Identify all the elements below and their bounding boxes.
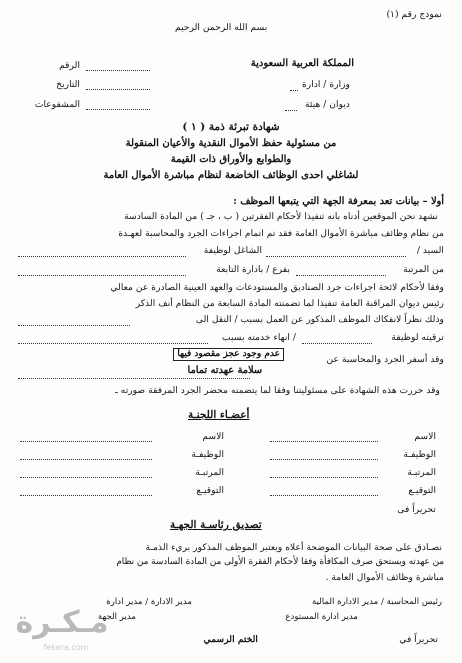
section1-para4: رئيس ديوان المراقبة العامة تنفيذا لما تضمنته المادة السابعة من النظام أنف الذكر	[135, 298, 444, 309]
sayed-line	[266, 256, 406, 257]
transfer-line	[18, 325, 130, 326]
result-label: وقد أسفر الجرد والمحاسبة عن	[326, 354, 444, 365]
committee-heading: أعضـاء اللجنـة	[188, 409, 250, 421]
footer-written-label: تحريراً في	[399, 634, 438, 645]
rank-line	[296, 275, 386, 276]
number-line	[86, 70, 150, 71]
title-line4: لشاغلي احدى الوظائف الخاضعة لنظام مباشرة الأموال العامة	[103, 170, 359, 181]
member1-job-line	[270, 459, 378, 460]
kingdom-label: المملكة العربية السعودية	[250, 58, 354, 69]
basmala: بسم الله الرحمن الرحيم	[175, 22, 268, 33]
member2-job-line	[20, 459, 152, 460]
date-line	[86, 89, 150, 90]
title-line2: من مسئولية حفظ الأموال النقدية والأعيان المنقولة	[125, 138, 337, 149]
diwan-line	[285, 110, 297, 111]
dept-director-label: مدير الجهة	[97, 612, 136, 622]
watermark-logo	[6, 592, 118, 658]
promotion-label: ترقيته لوظيفة	[391, 332, 444, 343]
section2-heading: تصديق رئاسـة الجهـة	[170, 519, 262, 531]
member2-sign-line	[20, 495, 152, 496]
member1-grade-label: المرتبـة	[407, 467, 436, 478]
attachments-line	[86, 109, 150, 110]
member2-name-label: الاسم	[202, 431, 224, 442]
member2-grade-line	[20, 477, 152, 478]
title-line3: والطوابع والأوراق ذات القيمة	[170, 154, 292, 165]
branch-line	[18, 275, 186, 276]
end-service-line	[18, 343, 208, 344]
member2-grade-label: المرتبـة	[195, 467, 224, 478]
attachments-label: المشفوعات	[34, 99, 80, 110]
title-line1: شهادة تبرئة ذمة ( ١ )	[182, 121, 280, 133]
member1-sign-line	[270, 495, 378, 496]
committee-written-label: تحريراً فى	[397, 504, 436, 515]
ministry-line	[290, 90, 298, 91]
svg-text:fekera.com: fekera.com	[43, 643, 89, 652]
admin-director-label: مدير الادارة / مدير ادارة	[106, 597, 192, 607]
section1-heading: أولا – بيانات تعد بمعرفة الجهة التي يتبعها الموظف :	[233, 196, 444, 207]
number-label: الرقم	[59, 60, 80, 71]
section1-para2: من نظام وظائف مباشرة الأموال العامة فقد تم اتمام اجراءات الجرد والمحاسبة لعهـدة	[118, 228, 444, 239]
section2-para2: من عهدته ويستحق صرف المكافأة وفقا لأحكام الفقرة الأولى من المادة السادسة من نظام	[116, 557, 444, 567]
member2-name-line	[20, 441, 152, 442]
watermark-icon	[6, 592, 118, 658]
section1-para3: وفقا لأحكام لائحة اجراءات جرد الصناديق والمستودعات والعهد العينية الصادرة عن معالي	[110, 282, 444, 293]
section1-para1: نشهد نحن الموقعين أدناه بانه تنفيذا لأحكام الفقرتين ( ب ، جـ ) من المادة السادسة	[124, 211, 438, 222]
section2-para1: نصـادق على صحة البيانات الموضحة أعلاه ويعتبر الموظف المذكور بريء الذمـة	[145, 542, 442, 553]
member1-sign-label: التوقيـع	[408, 485, 436, 496]
date-label: التاريخ	[56, 79, 80, 90]
end-service-label: / انهاء خدمته بسبب	[222, 332, 296, 343]
warehouse-director-label: مدير ادارة المستودع	[285, 612, 358, 622]
section2-para3: مباشرة وظائف الأموال العامة .	[325, 572, 444, 583]
chief-accountant-label: رئيس المحاسبة / مدير الادارة المالية	[311, 597, 442, 607]
handwritten-result: سلامة عهدته تماما	[187, 365, 262, 376]
member1-job-label: الوظيفـة	[403, 449, 436, 460]
diwan-label: ديوان / هيئة	[305, 99, 350, 110]
result-line	[18, 378, 250, 379]
promotion-line	[302, 343, 372, 344]
official-seal-label: الختم الرسمي	[203, 634, 258, 645]
member2-sign-label: التوقيـع	[196, 485, 224, 496]
sayed-label: السيد /	[416, 245, 444, 256]
shaghil-label: الشاغل لوظيفة	[203, 245, 262, 256]
member1-name-line	[270, 441, 378, 442]
section1-para5: وذلك نظراً لانفكاك الموظف المذكور عن العمل بسبب / النقل الى	[195, 314, 444, 325]
member1-name-label: الاسم	[414, 431, 436, 442]
svg-text:مـكـرة: مـكـرة	[15, 605, 109, 640]
rank-label: من المرتبة	[403, 264, 444, 275]
ministry-label: وزارة / ادارة	[301, 79, 350, 90]
member2-job-label: الوظيفـة	[191, 449, 224, 460]
member1-grade-line	[270, 477, 378, 478]
shaghil-line	[18, 256, 186, 257]
branch-label: بفرع / بادارة التابعة	[216, 264, 290, 275]
result-box: عدم وجود عجز مقصود فيها	[173, 348, 284, 361]
closing-statement: وقد حررت هذه الشهادة على مسئوليتنا وفقا لما يتضمنه محضر الجرد المرفقة صورته ـ	[115, 385, 440, 396]
form-number: نموذج رقم (١)	[386, 9, 442, 20]
